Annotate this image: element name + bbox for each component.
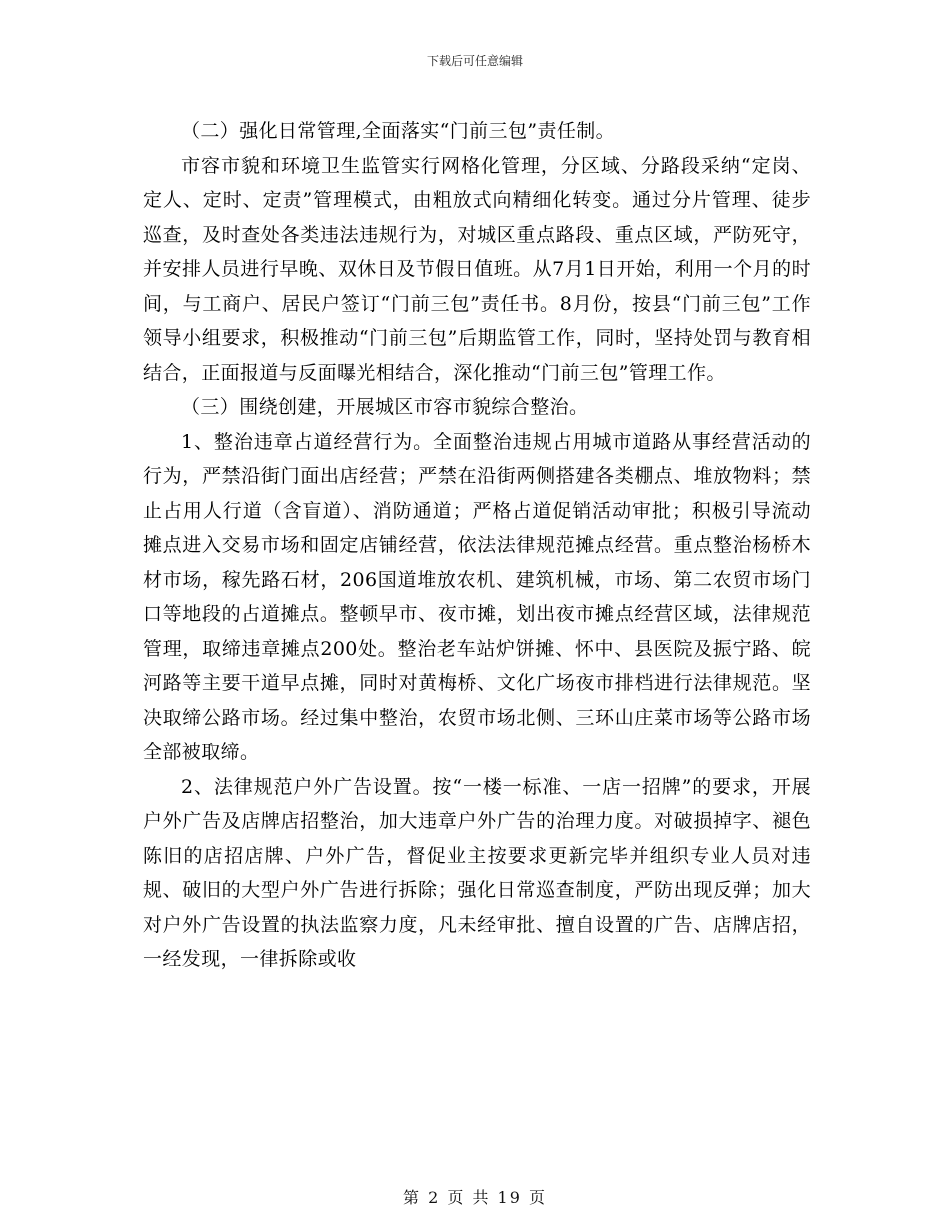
body-paragraph: 2、法律规范户外广告设置。按“一楼一标准、一店一招牌”的要求，开展户外广告及店牌店招整治，加大违章户外广告的治理力度。对破损掉字、褪色陈旧的店招店牌、户外广告，督促业主按要求更新完毕并组织专业人员对违规、破旧的大型户外广告进行拆除；强化日常巡查制度，严防出现反弹；加大对户外广告设置的执法监察力度，凡未经审批、擅自设置的广告、店牌店招，一经发现，一律拆除或收 [143, 775, 811, 970]
document-body [143, 114, 811, 977]
page-footer: 第 2 页 共 19 页 [403, 1188, 547, 1207]
section-heading-3: （三）围绕创建，开展城区市容市貌综合整治。 [181, 396, 589, 418]
section-heading-2: （二）强化日常管理,全面落实“门前三包”责任制。 [181, 120, 616, 142]
body-paragraph: 市容市貌和环境卫生监管实行网格化管理，分区域、分路段采纳“定岗、定人、定时、定责”管理模式，由粗放式向精细化转变。通过分片管理、徒步巡查，及时查处各类违法违规行为，对城区重点路段、重点区域，严防死守，并安排人员进行早晚、双休日及节假日值班。从7月1日开始，利用一个月的时间，与工商户、居民户签订“门前三包”责任书。8月份，按县“门前三包”工作领导小组要求，积极推动“门前三包”后期监管工作，同时，坚持处罚与教育相结合，正面报道与反面曝光相结合，深化推动“门前三包”管理工作。 [143, 154, 811, 384]
body-paragraph: 1、整治违章占道经营行为。全面整治违规占用城市道路从事经营活动的行为，严禁沿街门面出店经营；严禁在沿街两侧搭建各类棚点、堆放物料；禁止占用人行道（含盲道）、消防通道；严格占道促销活动审批；积极引导流动摊点进入交易市场和固定店铺经营，依法法律规范摊点经营。重点整治杨桥木材市场，稼先路石材，206国道堆放农机、建筑机械，市场、第二农贸市场门口等地段的占道摊点。整顿早市、夜市摊，划出夜市摊点经营区域，法律规范管理，取缔违章摊点200处。整治老车站炉饼摊、怀中、县医院及振宁路、皖河路等主要干道早点摊，同时对黄梅桥、文化广场夜市排档进行法律规范。坚决取缔公路市场。经过集中整治，农贸市场北侧、三环山庄菜市场等公路市场全部被取缔。 [143, 430, 811, 763]
page-header: 下载后可任意编辑 [426, 54, 523, 68]
